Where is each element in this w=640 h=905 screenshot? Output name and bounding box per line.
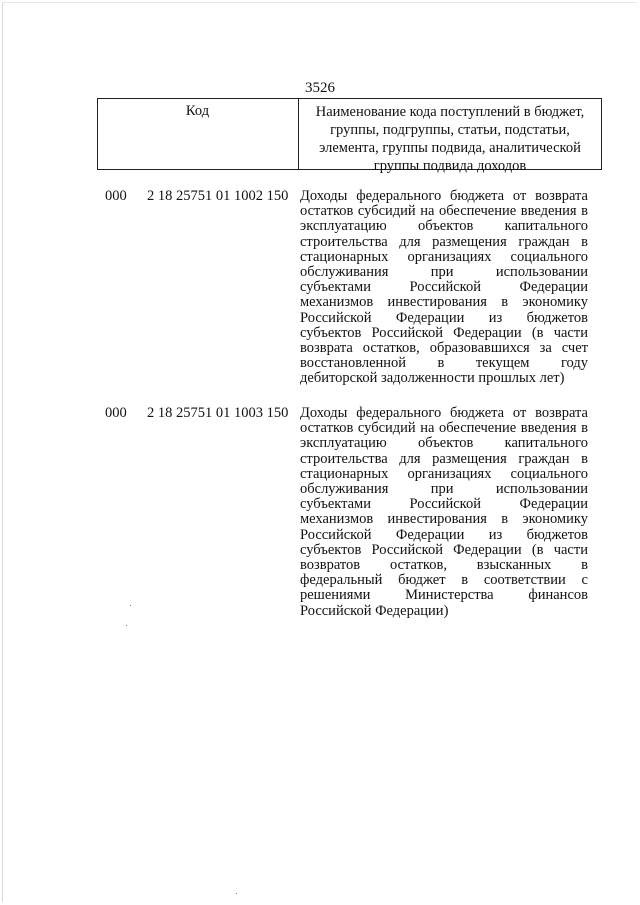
row-description-line: субъектов Российской Федерации (в части	[300, 541, 588, 558]
row-description-line: стационарных организациях социального	[300, 465, 588, 482]
row-description-line: строительства для размещения граждан в	[300, 450, 588, 467]
row-description-line: Российской Федерации из бюджетов	[300, 309, 588, 326]
row-description-line: субъектов Российской Федерации (в части	[300, 324, 588, 341]
row-description-line: субъектами Российской Федерации	[300, 279, 588, 296]
row-description-line: Доходы федерального бюджета от возврата	[300, 405, 588, 421]
row-admin-code: 000	[105, 188, 127, 204]
row-description-line: эксплуатацию объектов капитального	[300, 435, 588, 452]
row-description-line: остатков субсидий на обеспечение введения в	[300, 420, 588, 437]
header-code-label: Код	[185, 103, 210, 119]
scan-speck	[130, 605, 131, 606]
row-description-line: обслуживания при использовании	[300, 481, 588, 498]
scan-speck	[126, 625, 127, 626]
row-description-line: Российской Федерации)	[300, 602, 449, 619]
scan-speck	[236, 893, 237, 894]
row-description-line: строительства для размещения граждан в	[300, 233, 588, 250]
row-description-line: остатков субсидий на обеспечение введения в	[300, 203, 588, 220]
row-description-line: стационарных организациях социального	[300, 248, 588, 265]
row-income-code: 2 18 25751 01 1002 150	[147, 188, 289, 204]
header-name-line: элемента, группы подвида, аналитической	[319, 140, 581, 156]
header-name-line: Наименование кода поступлений в бюджет,	[315, 104, 585, 120]
row-income-code: 2 18 25751 01 1003 150	[147, 405, 289, 421]
table-header-divider	[298, 98, 299, 170]
header-name-line: группы, подгруппы, статьи, подстатьи,	[330, 122, 570, 138]
row-description-line: Доходы федерального бюджета от возврата	[300, 188, 588, 204]
row-description-line: дебиторской задолженности прошлых лет)	[300, 370, 565, 387]
row-description-line: Российской Федерации из бюджетов	[300, 526, 588, 543]
row-description-line: решениями Министерства финансов	[300, 587, 588, 604]
header-name-line: группы подвида доходов	[373, 158, 527, 174]
row-description-line: эксплуатацию объектов капитального	[300, 218, 588, 235]
row-description-line: восстановленной в текущем году	[300, 355, 588, 372]
row-description-line: обслуживания при использовании	[300, 264, 588, 281]
row-description	[300, 406, 588, 619]
row-description-line: механизмов инвестирования в экономику	[300, 511, 588, 528]
row-description-line: возвратов остатков, взысканных в	[300, 557, 588, 574]
page-number: 3526	[305, 80, 335, 96]
row-description-line: федеральный бюджет в соответствии с	[300, 572, 588, 589]
row-description-line: механизмов инвестирования в экономику	[300, 294, 588, 311]
row-description-line: возврата остатков, образовавшихся за счет	[300, 340, 588, 357]
row-admin-code: 000	[105, 405, 127, 421]
row-description-line: субъектами Российской Федерации	[300, 496, 588, 513]
row-description	[300, 189, 588, 387]
header-name-label	[301, 103, 599, 175]
